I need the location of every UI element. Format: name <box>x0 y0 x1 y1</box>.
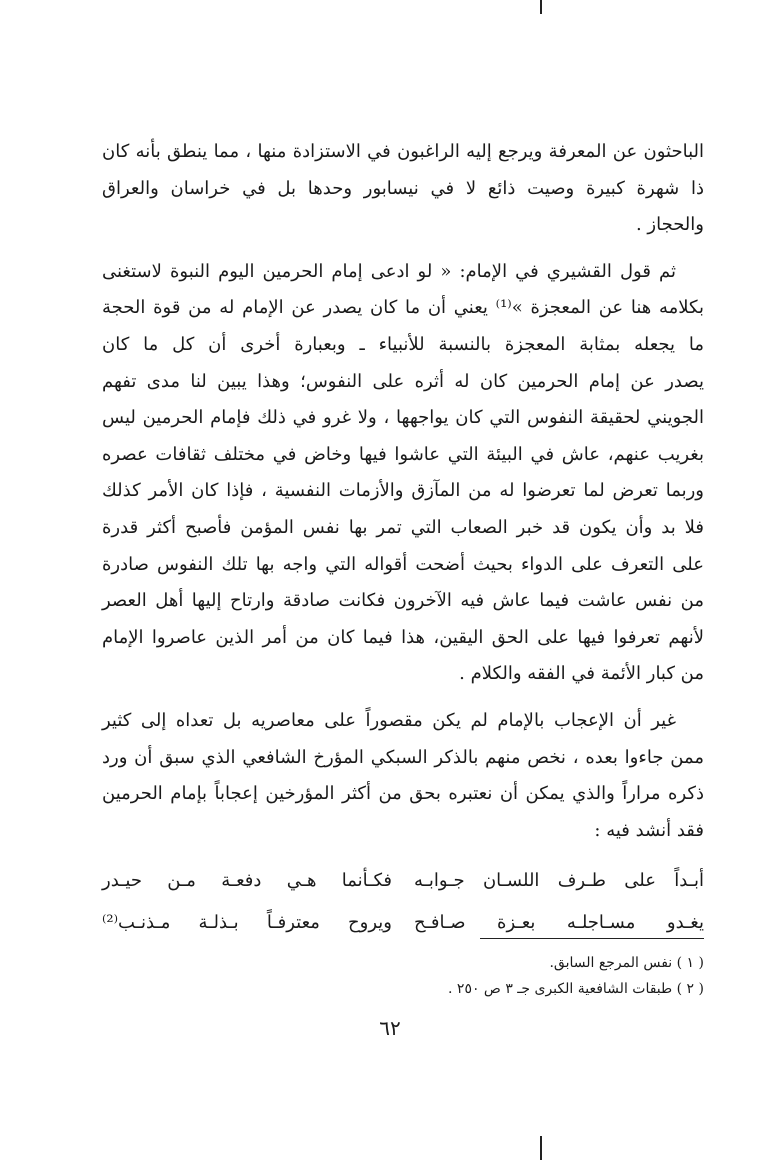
crop-mark-bottom <box>540 1136 542 1160</box>
text-line: والحجاز . <box>635 214 704 236</box>
paragraph-2 <box>102 254 704 693</box>
text-line: ثم قول القشيري في الإمام: « لو ادعى إمام الحرمين اليوم النبوة لاستغنى <box>102 260 676 282</box>
verse-1-second-hemistich: فكـأنما هـي دفعـة مـن حيـدر <box>102 870 392 892</box>
text-line: من نفس عاشت فيما عاش فيه الآخرون فكانت صادقة وارتاح إليها أهل العصر <box>102 590 704 612</box>
text-line: يصدر عن إمام الحرمين كان له أثره على النفوس؛ وهذا يبين لنا مدى تفهم <box>102 370 704 392</box>
footnotes <box>102 950 704 1002</box>
page-number: ٦٢ <box>379 1016 401 1040</box>
text-line: ذا شهرة كبيرة وصيت ذائع لا في نيسابور وحدها بل في خراسان والعراق <box>102 177 704 199</box>
text-line: الباحثون عن المعرفة ويرجع إليه الراغبون في الاستزادة منها ، مما ينطق بأنه كان <box>102 141 704 162</box>
verse-1 <box>102 863 704 899</box>
verse-2-second-hemistich: ويروح معترفـاً بـذلـة مـذنـب⁽²⁾ <box>102 912 392 934</box>
text-line: فلا بد وأن يكون قد خبر الصعاب التي تمر بها نفس المؤمن فأصبح أكثر قدرة <box>102 516 704 538</box>
text-line: لأنهم تعرفوا فيها على الحق اليقين، هذا فيما كان من أمر الذين عاصروا الإمام <box>102 626 704 648</box>
verse-2-first-hemistich: يغـدو مسـاجلـه بعـزة صـافـح <box>414 912 704 934</box>
text-line: على التعرف على الدواء بحيث أضحت أقواله التي واجه بها تلك النفوس صادرة <box>102 553 704 575</box>
footnote-2: ( ٢ ) طبقات الشافعية الكبرى جـ ٣ ص ٢٥٠ . <box>448 981 704 997</box>
text-line: بكلامه هنا عن المعجزة »⁽¹⁾ يعني أن ما كان يصدر عن الإمام له من قوة الحجة <box>102 297 704 319</box>
text-line: ممن جاءوا بعده ، نخص منهم بالذكر السبكي المؤرخ الشافعي الذي سبق أن ورد <box>102 746 704 768</box>
footnote-separator <box>480 938 704 939</box>
text-line: بغريب عنهم، عاش في البيئة التي عاشوا فيها وخاض في مختلف ثقافات عصره <box>102 443 704 465</box>
page-body <box>102 134 704 947</box>
paragraph-1 <box>102 134 704 244</box>
text-line: من كبار الأئمة في الفقه والكلام . <box>459 663 704 685</box>
text-line: الجويني لحقيقة النفوس التي كان يواجهها ، ولا غرو في ذلك فإمام الحرمين ليس <box>102 407 704 429</box>
text-line: فقد أنشد فيه : <box>594 819 704 841</box>
footnote-1: ( ١ ) نفس المرجع السابق. <box>549 955 704 971</box>
text-line: ما يجعله بمثابة المعجزة بالنسبة للأنبياء ـ وبعبارة أخرى أن كل ما كان <box>102 333 704 355</box>
text-line: غير أن الإعجاب بالإمام لم يكن مقصوراً على معاصريه بل تعداه إلى كثير <box>102 709 676 731</box>
poem <box>102 863 704 941</box>
paragraph-3 <box>102 703 704 849</box>
verse-2 <box>102 905 704 941</box>
text-line: ذكره مراراً والذي يمكن أن نعتبره بحق من أكثر المؤرخين إعجاباً بإمام الحرمين <box>102 783 704 805</box>
verse-1-first-hemistich: أبـداً على طـرف اللسـان جـوابـه <box>414 870 704 892</box>
crop-mark-top <box>540 0 542 14</box>
text-line: وربما تعرض لما تعرضوا له من المآزق والأزمات النفسية ، فإذا كان الأمر كذلك <box>102 480 704 502</box>
